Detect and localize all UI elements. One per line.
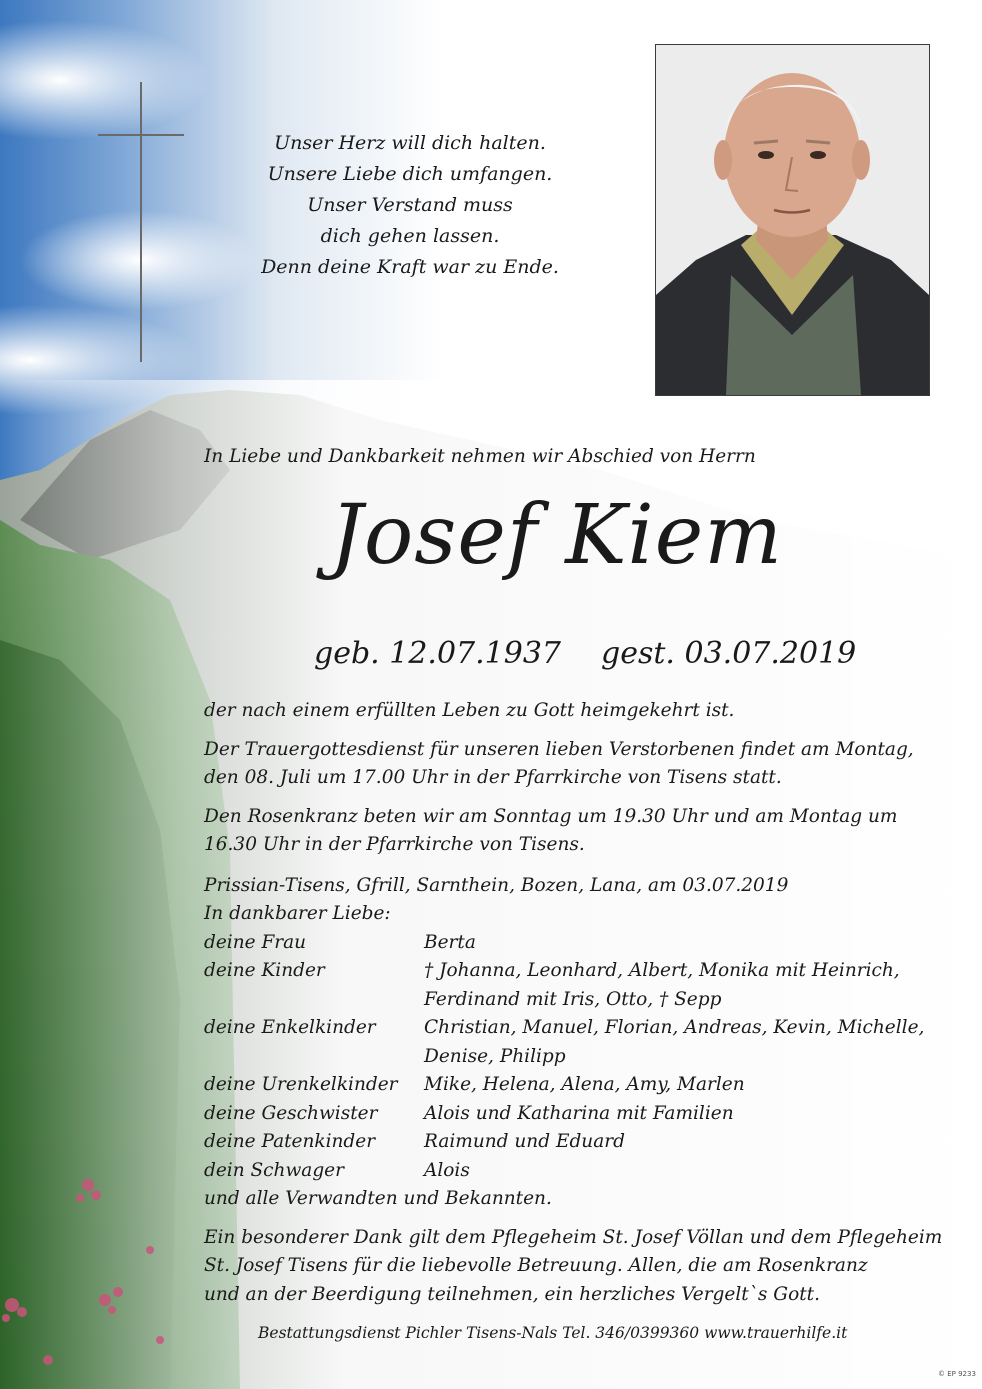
relative-row [204,986,944,1015]
place-date-line: Prissian-Tisens, Gfrill, Sarnthein, Bozen, Lana, am 03.07.2019 [204,874,789,896]
grateful-line: In dankbarer Liebe: [204,903,391,924]
poem-line: Unser Herz will dich halten. [274,132,546,154]
death-date: gest. 03.07.2019 [601,636,857,671]
relative-label: deine Enkelkinder [204,1017,376,1038]
intro-text: In Liebe und Dankbarkeit nehmen wir Abschied von Herrn [204,446,756,467]
relative-names: Mike, Helena, Alena, Amy, Marlen [424,1074,745,1095]
funeral-service-footer: Bestattungsdienst Pichler Tisens-Nals Tel. 346/0399360 www.trauerhilfe.it [258,1324,848,1342]
relative-label: deine Frau [204,931,307,953]
relative-row [204,957,944,986]
relative-label: dein Schwager [204,1159,344,1181]
relative-names: Berta [424,931,476,953]
paragraph: Den Rosenkranz beten wir am Sonntag um 19.30 Uhr und am Montag um [204,805,898,827]
relative-row [204,1071,944,1100]
paragraph: Der Trauergottesdienst für unseren lieben Verstorbenen findet am Montag, [204,738,914,760]
relative-names: Christian, Manuel, Florian, Andreas, Kevin, Michelle, [424,1017,925,1038]
paragraph: 16.30 Uhr in der Pfarrkirche von Tisens. [204,834,585,855]
relative-row [204,1100,944,1129]
relatives-end-line: und alle Verwandten und Bekannten. [204,1188,552,1209]
thanks-line: St. Josef Tisens für die liebevolle Betreuung. Allen, die am Rosenkranz [204,1255,868,1276]
poem [200,128,620,283]
thanks-line: Ein besonderer Dank gilt dem Pflegeheim St. Josef Völlan und dem Pflegeheim [204,1226,943,1248]
announcement-body [204,697,944,1309]
relative-row [204,1014,944,1043]
poem-line: dich gehen lassen. [320,225,500,247]
relative-row [204,1043,944,1072]
cross-vertical-beam [140,82,142,362]
relative-row [204,1157,944,1186]
portrait-photo [655,44,930,396]
relative-label: deine Kinder [204,960,325,981]
relative-names: Alois [424,1159,470,1181]
cross-horizontal-beam [98,134,184,136]
thanks-line: und an der Beerdigung teilnehmen, ein herzliches Vergelt`s Gott. [204,1283,820,1305]
relative-names: Alois und Katharina mit Familien [424,1102,734,1124]
relative-label: deine Geschwister [204,1102,378,1124]
relative-row [204,1128,944,1157]
relative-names: Raimund und Eduard [424,1131,625,1152]
relative-names: † Johanna, Leonhard, Albert, Monika mit Heinrich, [424,960,900,981]
life-dates [314,636,856,671]
paragraph: den 08. Juli um 17.00 Uhr in der Pfarrkirche von Tisens statt. [204,767,782,788]
relative-names: Ferdinand mit Iris, Otto, † Sepp [424,988,722,1010]
relative-row [204,929,944,958]
deceased-name: Josef Kiem [330,488,784,583]
paragraph: der nach einem erfüllten Leben zu Gott heimgekehrt ist. [204,700,735,721]
poem-line: Denn deine Kraft war zu Ende. [261,256,559,278]
relative-names: Denise, Philipp [424,1045,566,1067]
document-code: © EP 9233 [938,1370,976,1378]
poem-line: Unsere Liebe dich umfangen. [267,163,553,185]
birth-date: geb. 12.07.1937 [314,636,562,671]
poem-line: Unser Verstand muss [307,194,513,216]
relative-label: deine Patenkinder [204,1131,376,1152]
relative-label: deine Urenkelkinder [204,1074,398,1095]
